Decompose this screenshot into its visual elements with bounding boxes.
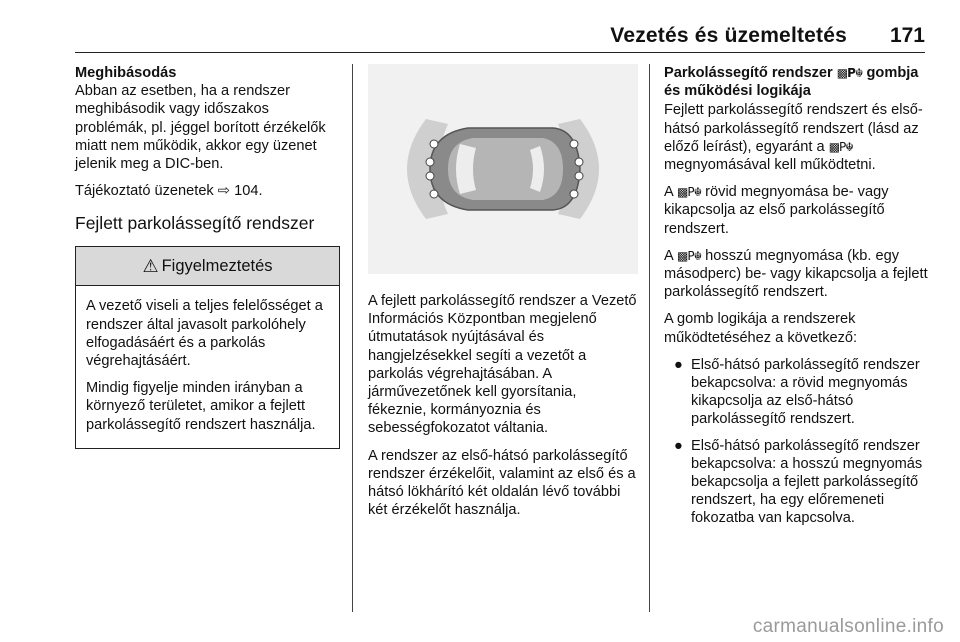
warning-title: Figyelmeztetés bbox=[161, 256, 273, 275]
heading-part-b: gombja bbox=[866, 65, 919, 81]
button-paragraph-2 bbox=[664, 183, 930, 238]
sensor-dot bbox=[575, 158, 583, 166]
heading-part-a: Parkolássegítő rendszer bbox=[664, 65, 833, 81]
parking-assist-icon: ▩P☬ bbox=[677, 185, 702, 200]
info-ref-page[interactable]: 104. bbox=[234, 183, 263, 200]
list-item-text: Első-hátsó parkolássegítő rendszer bekapcsolva: a hosszú megnyomás bekapcsolja a fejlett parkolássegítő rendszert, ha egy előremeneti fokozatba van kapcsolva. bbox=[691, 437, 923, 527]
warning-triangle-icon: ⚠ bbox=[142, 255, 159, 276]
heading-part-c: és működési logikája bbox=[664, 83, 811, 100]
sensor-dot bbox=[570, 140, 578, 148]
list-item-text: Első-hátsó parkolássegítő rendszer bekapcsolva: a rövid megnyomás kikapcsolja az első-hátsó parkolássegítő rendszert. bbox=[691, 356, 920, 428]
sensor-dot bbox=[426, 158, 434, 166]
column-divider-right bbox=[649, 64, 650, 612]
parking-assist-icon: ▩P☬ bbox=[828, 139, 853, 154]
info-text: Tájékoztató üzenetek bbox=[75, 183, 214, 200]
p3-text-b: hosszú megnyomása (kb. egy másodperc) be- vagy kikapcsolja a fejlett parkolássegítő rendszert. bbox=[664, 247, 928, 301]
bullet-icon: ● bbox=[674, 356, 683, 373]
button-logic-heading bbox=[664, 64, 930, 82]
page-number: 171 bbox=[889, 24, 925, 47]
description-paragraph-1: A fejlett parkolássegítő rendszer a Vezető Információs Központban megjelenő útmutatások nyújtásával és hangjelzésekkel segíti a vezetőt a parkolás végrehajtásában. A járművezetőnek kell gyorsítania, fékeznie, kormányoznia és sebességfokozatot váltania. bbox=[368, 293, 637, 437]
column-middle bbox=[368, 64, 638, 528]
logic-list bbox=[664, 356, 930, 528]
sensor-dot bbox=[426, 172, 434, 180]
p1-text-a: Fejlett parkolássegítő rendszert és első-hátsó parkolássegítő rendszert (lásd az előző leírást), egyaránt a bbox=[664, 102, 923, 155]
car-sensor-diagram bbox=[368, 64, 638, 274]
p3-text-a: A bbox=[664, 247, 673, 264]
description-paragraph-2: A rendszer az első-hátsó parkolássegítő rendszer érzékelőit, valamint az első és a hátsó lökhárító két oldalán lévő további két érzékelőt használja. bbox=[368, 447, 636, 519]
p2-text-b: rövid megnyomása be- vagy kikapcsolja az első parkolássegítő rendszert. bbox=[664, 184, 889, 237]
p2-text-a: A bbox=[664, 184, 673, 201]
column-right bbox=[664, 64, 930, 536]
page-header bbox=[75, 22, 925, 53]
page-title: Vezetés és üzemeltetés bbox=[610, 24, 847, 47]
parking-sensor-illustration bbox=[368, 64, 638, 274]
column-left bbox=[75, 64, 340, 449]
warning-box bbox=[75, 246, 340, 448]
warning-text-1: A vezető viseli a teljes felelősséget a rendszer által javasolt parkolóhely elfogadásáért és a parkolás végrehajtásáért. bbox=[86, 298, 323, 370]
page-ref-arrow-icon: ⇨ bbox=[217, 183, 231, 200]
warning-text-2: Mindig figyelje minden irányban a környező területet, amikor a fejlett parkolássegítő rendszert használja. bbox=[86, 380, 316, 433]
p1-text-b: megnyomásával kell működtetni. bbox=[664, 157, 876, 174]
warning-body bbox=[76, 286, 339, 447]
info-reference bbox=[75, 182, 340, 200]
sensor-dot bbox=[430, 140, 438, 148]
sensor-dot bbox=[575, 172, 583, 180]
fault-text: Abban az esetben, ha a rendszer meghibásodik vagy időszakos problémák, pl. jéggel borított érzékelők miatt nem működik, akkor egy üzenet jelenik meg a DIC-ben. bbox=[75, 83, 326, 173]
list-item bbox=[664, 356, 930, 429]
bullet-icon: ● bbox=[674, 437, 683, 454]
button-paragraph-1 bbox=[664, 101, 930, 174]
watermark: carmanualsonline.info bbox=[752, 616, 944, 637]
sensor-dot bbox=[430, 190, 438, 198]
button-paragraph-4: A gomb logikája a rendszerek működtetéséhez a következő: bbox=[664, 311, 858, 346]
windshield bbox=[456, 144, 476, 194]
column-divider-left bbox=[352, 64, 353, 612]
parking-assist-icon: ▩P☬ bbox=[677, 248, 702, 263]
button-paragraph-3 bbox=[664, 247, 930, 302]
fault-heading: Meghibásodás bbox=[75, 65, 177, 81]
parking-assist-icon: ▩P☬ bbox=[836, 66, 863, 80]
warning-header bbox=[76, 247, 339, 286]
list-item bbox=[664, 437, 930, 528]
section-title: Fejlett parkolássegítő rendszer bbox=[75, 213, 315, 234]
sensor-dot bbox=[570, 190, 578, 198]
